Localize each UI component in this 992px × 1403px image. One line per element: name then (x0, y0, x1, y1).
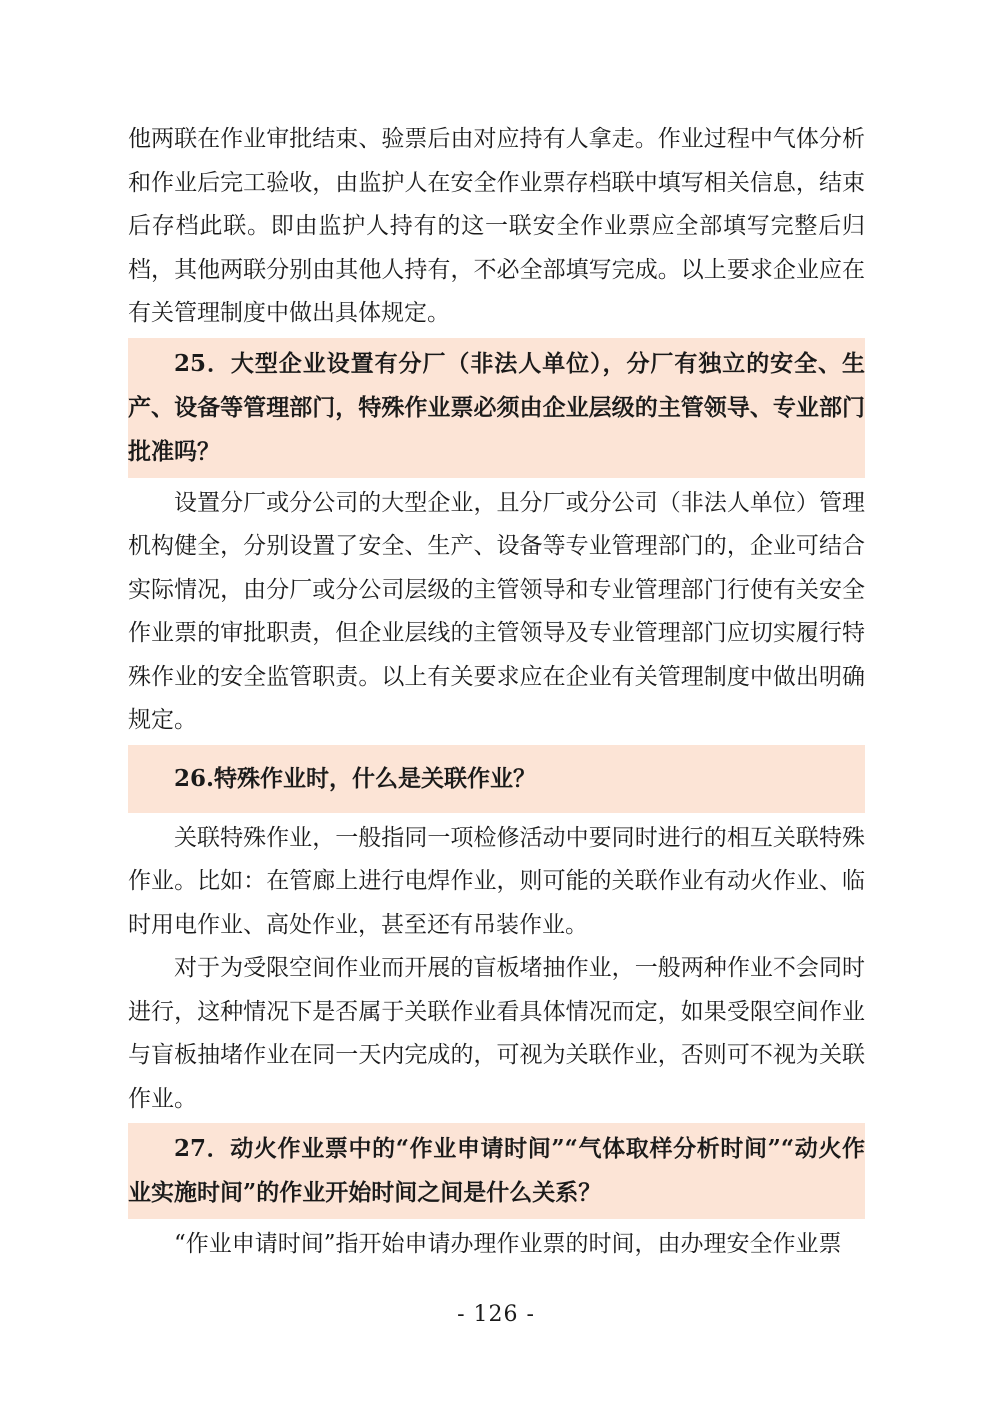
answer-27: “作业申请时间”指开始申请办理作业票的时间，由办理安全作业票 (174, 1231, 842, 1257)
question-25: 25．大型企业设置有分厂（非法人单位），分厂有独立的安全、生产、设备等管理部门，特殊作业票必须由企业层级的主管领导、专业部门批准吗？ (128, 338, 865, 478)
page-content (128, 118, 865, 1267)
page-number: - 126 - (457, 1302, 535, 1327)
question-26: 26.特殊作业时，什么是关联作业？ (128, 745, 865, 813)
question-27: 27．动火作业票中的“作业申请时间”“气体取样分析时间”“动火作业实施时间”的作业开始时间之间是什么关系？ (128, 1123, 865, 1219)
answer-26-paragraph-2: 对于为受限空间作业而开展的盲板堵抽作业，一般两种作业不会同时进行，这种情况下是否属于关联作业看具体情况而定，如果受限空间作业与盲板抽堵作业在同一天内完成的，可视为关联作业，否则可不视为关联作业。 (128, 955, 865, 1112)
answer-26-paragraph-1: 关联特殊作业，一般指同一项检修活动中要同时进行的相互关联特殊作业。比如：在管廊上进行电焊作业，则可能的关联作业有动火作业、临时用电作业、高处作业，甚至还有吊装作业。 (128, 824, 865, 938)
answer-25: 设置分厂或分公司的大型企业，且分厂或分公司（非法人单位）管理机构健全，分别设置了安全、生产、设备等专业管理部门的，企业可结合实际情况，由分厂或分公司层级的主管领导和专业管理部门行使有关安全作业票的审批职责，但企业层线的主管领导及专业管理部门应切实履行特殊作业的安全监管职责。以上有关要求应在企业有关管理制度中做出明确规定。 (128, 489, 865, 733)
intro-paragraph: 他两联在作业审批结束、验票后由对应持有人拿走。作业过程中气体分析和作业后完工验收，由监护人在安全作业票存档联中填写相关信息，结束后存档此联。即由监护人持有的这一联安全作业票应全部填写完整后归档，其他两联分别由其他人持有，不必全部填写完成。以上要求企业应在有关管理制度中做出具体规定。 (128, 126, 865, 326)
